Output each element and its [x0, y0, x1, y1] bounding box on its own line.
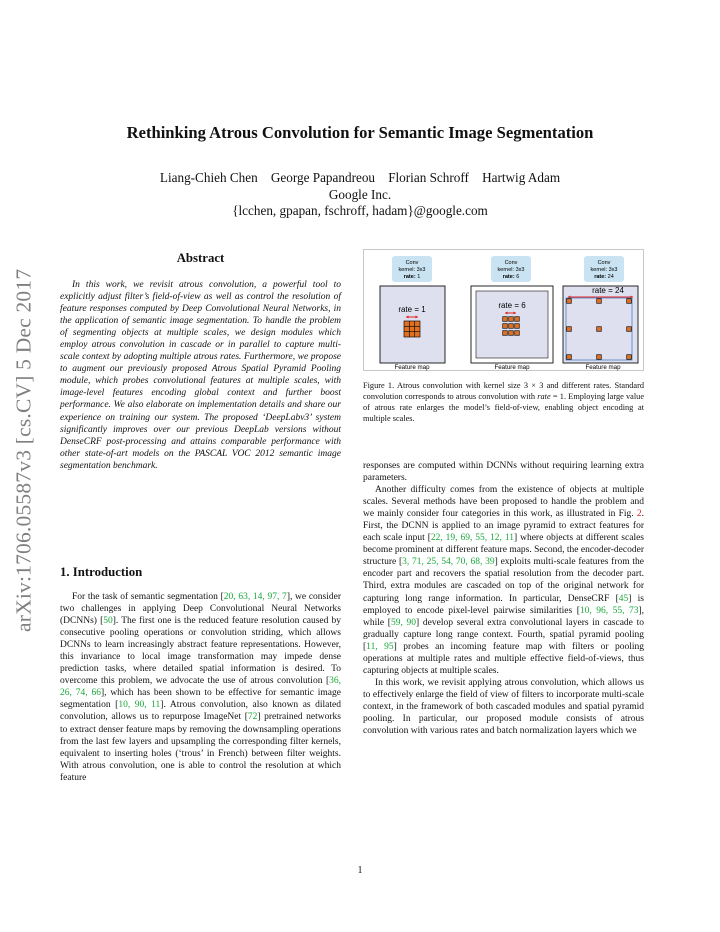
intro-text: For the task of semantic segmentation [ [72, 592, 224, 602]
caption-math: rate [537, 392, 551, 401]
citation-link[interactable]: 59, 90 [390, 617, 417, 628]
feature-map-label: Feature map [494, 364, 530, 371]
rate-annotation: rate = 6 [498, 301, 526, 310]
figure-panel-rate-1 [380, 256, 445, 371]
citation-link[interactable]: 72 [247, 712, 258, 723]
kernel-tap [567, 327, 572, 332]
kernel-tap [503, 331, 508, 336]
caption-text: Atrous convolution with kernel size 3 × 3 and different rates. Standard convolution corresponds to atrous convolution with [363, 381, 644, 401]
introduction-paragraph-1 [60, 591, 341, 784]
citation-link[interactable]: 50 [103, 616, 113, 627]
intro-continuation: responses are computed within DCNNs without requiring learning extra parameters. [363, 461, 644, 484]
kernel-tap [515, 317, 520, 322]
conv-label: Conv [405, 260, 419, 266]
citation-link[interactable]: 11, 95 [366, 641, 394, 652]
kernel-tap [627, 299, 632, 304]
kernel-tap [515, 324, 520, 329]
citation-link[interactable]: 36, 26, 74, 66 [60, 676, 341, 699]
intro-text: ] pretrained networks to extract denser feature maps by removing the downsampling operations from the last few layers and upsampling the corresponding filter kernels, equivalent to inserting holes (‘trous’ in French) between filter weights. With atrous convolution, one is able to control the resolution at which feature [60, 712, 341, 783]
kernel-taps [503, 317, 520, 336]
introduction-paragraph-3: In this work, we revisit applying atrous convolution, which allows us to effectively enlarge the field of view of filters to incorporate multi-scale context, in the framework of both cascaded modules and spatial pyramid pooling. In particular, our proposed module consists of atrous convolution with various rates and batch normalization layers which we [363, 677, 644, 737]
citation-link[interactable]: 10, 96, 55, 73 [579, 605, 639, 616]
conv-label: Conv [504, 260, 518, 266]
citation-link[interactable]: 22, 19, 69, 55, 12, 11 [430, 533, 515, 544]
figure-caption [363, 380, 644, 424]
abstract-heading: Abstract [176, 251, 225, 265]
kernel-tap [627, 327, 632, 332]
kernel-tap [597, 299, 602, 304]
intro-text: ] is employed to encode pixel-level pairwise similarities [ [363, 593, 644, 616]
author-list: Liang-Chieh Chen George Papandreou Florian Schroff Hartwig Adam [159, 170, 561, 185]
caption-text: = 1. Employing large value of atrous rate enlarges the model’s field-of-view, enabling object encoding at multiple scales. [363, 392, 644, 423]
intro-text: . First, the DCNN is applied to an image pyramid to extract features for each scale input [ [363, 509, 644, 544]
kernel-label: kernel: 3x3 [497, 267, 525, 273]
intro-text: ], we consider two challenges in applying Deep Convolutional Neural Networks (DCNNs) [ [60, 592, 341, 627]
intro-text: ]. Atrous convolution, also known as dilated convolution, allows us to repurpose ImageNet [ [60, 700, 341, 723]
kernel-tap [515, 331, 520, 336]
rate-annotation: rate = 1 [398, 305, 426, 314]
intro-text: ]. The first one is the reduced feature resolution caused by consecutive pooling operations or convolution striding, which allows DCNNs to learn increasingly abstract feature representations. However, this invariance to local image transformation may impede dense prediction tasks, where detailed spatial information is desired. To overcome this problem, we advocate the use of atrous convolution [ [60, 616, 341, 687]
rate-label: rate: 1 [403, 274, 421, 280]
kernel-grid [404, 321, 420, 337]
rate-label: rate: 24 [594, 274, 614, 280]
intro-text: ], which has been shown to be effective for semantic image segmentation [ [60, 688, 341, 711]
intro-text: ] develop several extra convolutional layers in cascade to gradually capture long range context. Fourth, spatial pyramid pooling [ [363, 617, 644, 652]
affiliation: Google Inc. [328, 187, 392, 202]
feature-map [563, 286, 638, 363]
figure-panel-rate-6 [471, 256, 553, 371]
kernel-cells [404, 321, 420, 337]
kernel-tap [503, 324, 508, 329]
arxiv-identifier: arXiv:1706.05587v3 [cs.CV] 5 Dec 2017 [11, 268, 36, 632]
citation-link[interactable]: 45 [618, 593, 629, 604]
author-emails: {lcchen, gpapan, fschroff, hadam}@google.com [232, 203, 488, 218]
caption-label: Figure 1. [363, 381, 395, 390]
kernel-label: kernel: 3x3 [398, 267, 426, 273]
kernel-tap [503, 317, 508, 322]
intro-text: ] where objects at different scales become prominent at different feature maps. Second, the encoder-decoder structure [ [363, 533, 644, 568]
citation-link[interactable]: 3, 71, 25, 54, 70, 68, 39 [402, 557, 495, 568]
kernel-tap [597, 327, 602, 332]
intro-text: Another difficulty comes from the existence of objects at multiple scales. Several methods have been proposed to handle the problem and we mainly consider four categories in this work, as illustrated in Fig. [363, 485, 644, 520]
rate-label: rate: 6 [502, 274, 520, 280]
section-heading-introduction: 1. Introduction [60, 565, 143, 579]
intro-text: ] probes an incoming feature map with filters or pooling operations at multiple rates and multiple effective field-of-views, thus capturing objects at multiple scales. [363, 641, 644, 676]
intro-text: ] exploits multi-scale features from the encoder part and recovers the spatial resolution from the decoder part. Third, extra modules are cascaded on top of the original network for capturing long range information. In particular, DenseCRF [ [363, 557, 644, 604]
kernel-tap [567, 355, 572, 360]
figure-panel-rate-24 [563, 256, 638, 371]
kernel-tap [509, 317, 514, 322]
intro-text: ], while [ [363, 605, 645, 628]
feature-map-label: Feature map [394, 364, 430, 371]
kernel-tap [627, 355, 632, 360]
introduction-paragraph-2 [363, 484, 644, 677]
feature-map-label: Feature map [585, 364, 621, 371]
paper-title: Rethinking Atrous Convolution for Semantic Image Segmentation [126, 123, 594, 142]
page-number: 1 [357, 865, 363, 876]
figure-atrous-convolution [363, 249, 644, 371]
abstract-text: In this work, we revisit atrous convolution, a powerful tool to explicitly adjust filter’s field-of-view as well as control the resolution of feature responses computed by Deep Convolutional Neural Networks, in the application of semantic image segmentation. To handle the problem of segmenting objects at multiple scales, we design modules which employ atrous convolution in cascade or in parallel to capture multi-scale context by adopting multiple atrous rates. Furthermore, we propose to augment our previously proposed Atrous Spatial Pyramid Pooling module, which probes convolutional features at multiple scales, with image-level features encoding global context and further boost performance. We also elaborate on implementation details and share our experience on training our system. The proposed ‘DeepLabv3’ system significantly improves over our previous DeepLab versions without DenseCRF post-processing and attains comparable performance with other state-of-art models on the PASCAL VOC 2012 semantic image segmentation benchmark. [60, 280, 341, 471]
right-column-body [363, 460, 644, 737]
citation-link[interactable]: 20, 63, 14, 97, 7 [223, 592, 287, 602]
kernel-tap [597, 355, 602, 360]
kernel-tap [509, 331, 514, 336]
figure-reference-link[interactable]: 2 [636, 509, 642, 520]
rate-annotation: rate = 24 [592, 286, 624, 295]
kernel-label: kernel: 3x3 [590, 267, 618, 273]
conv-label: Conv [597, 260, 611, 266]
citation-link[interactable]: 10, 90, 11 [118, 700, 161, 711]
kernel-tap [567, 299, 572, 304]
kernel-tap [509, 324, 514, 329]
